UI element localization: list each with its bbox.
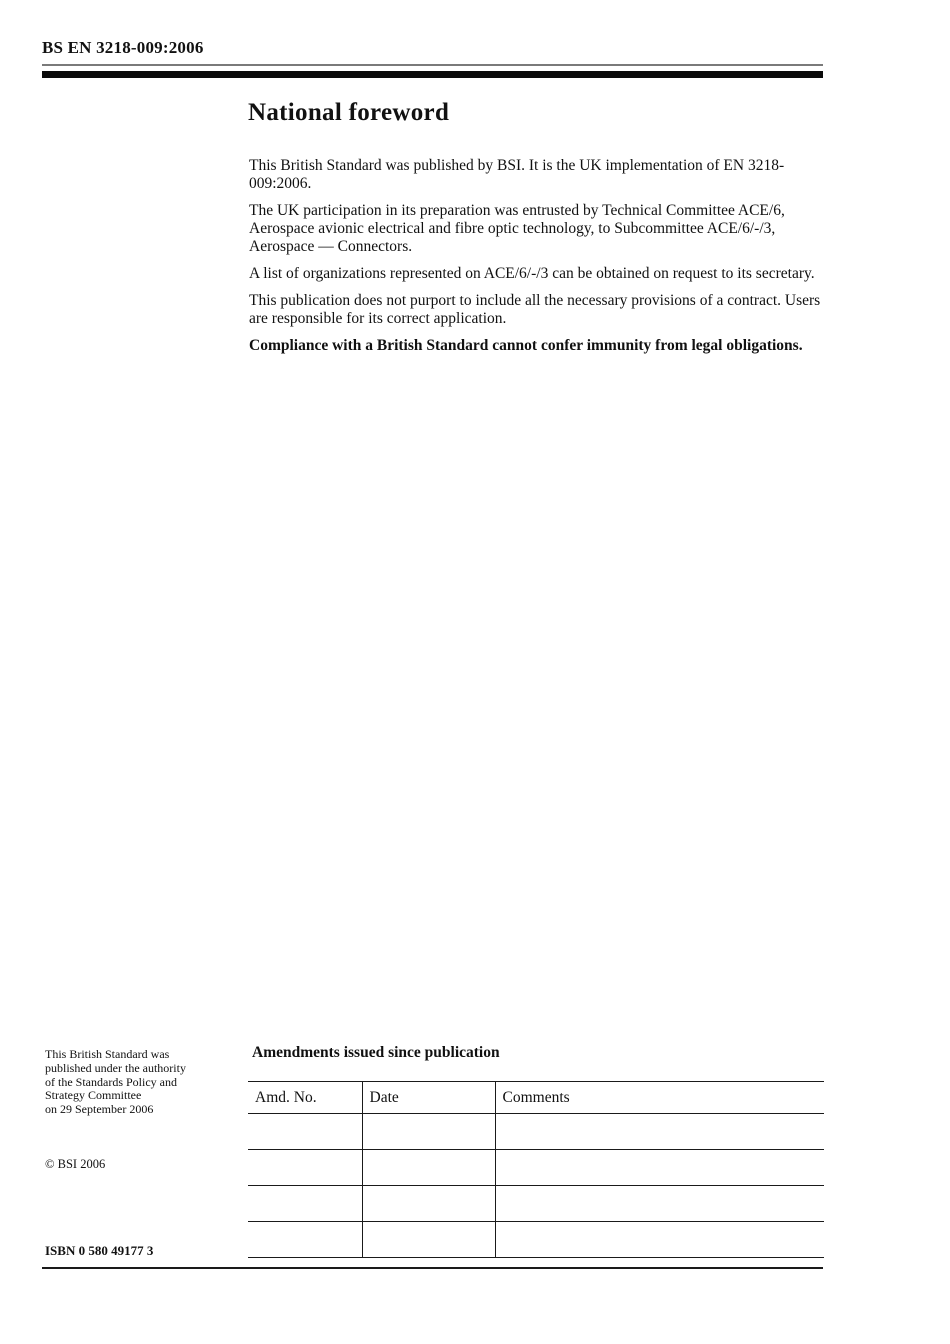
amendments-cell <box>495 1150 824 1186</box>
amendments-cell <box>362 1186 495 1222</box>
authority-note-line: of the Standards Policy and <box>45 1074 177 1089</box>
foreword-paragraph: The UK participation in its preparation was entrusted by Technical Committee ACE/6, Aerospace avionic electrical and fibre optic technology, to Subcommittee ACE/6/-/3, Aerospace — Connectors. <box>249 202 785 255</box>
amendments-empty-row <box>248 1222 824 1258</box>
authority-note-line: on 29 September 2006 <box>45 1102 154 1117</box>
footer-rule <box>42 1267 823 1269</box>
amendments-cell <box>362 1114 495 1150</box>
authority-note-line: published under the authority <box>45 1060 186 1075</box>
amendments-empty-row <box>248 1114 824 1150</box>
header-rule-thin <box>42 64 823 66</box>
amendments-cell <box>495 1114 824 1150</box>
amendments-table <box>248 1081 824 1258</box>
foreword-body <box>249 157 827 364</box>
amendments-cell <box>248 1150 362 1186</box>
amendments-cell <box>362 1150 495 1186</box>
isbn: ISBN 0 580 49177 3 <box>45 1243 154 1258</box>
amendments-cell <box>248 1186 362 1222</box>
page-title: National foreword <box>248 99 450 126</box>
amendments-heading: Amendments issued since publication <box>252 1044 500 1061</box>
amendments-empty-row <box>248 1186 824 1222</box>
amendments-cell <box>362 1222 495 1258</box>
amendments-col-header-comments: Comments <box>502 1088 570 1106</box>
foreword-paragraph: This British Standard was published by BSI. It is the UK implementation of EN 3218-009:2006. <box>249 157 785 192</box>
standard-code: BS EN 3218-009:2006 <box>42 38 204 57</box>
authority-note <box>45 1048 240 1117</box>
foreword-paragraph: A list of organizations represented on ACE/6/-/3 can be obtained on request to its secretary. <box>249 265 815 282</box>
amendments-empty-row <box>248 1150 824 1186</box>
foreword-paragraph-compliance: Compliance with a British Standard cannot confer immunity from legal obligations. <box>249 337 803 354</box>
authority-note-line: Strategy Committee <box>45 1088 142 1103</box>
amendments-cell <box>495 1222 824 1258</box>
amendments-col-header-amd-no: Amd. No. <box>248 1082 362 1114</box>
header-rule-thick <box>42 71 823 78</box>
copyright-notice: © BSI 2006 <box>45 1157 106 1171</box>
authority-note-line: This British Standard was <box>45 1047 170 1061</box>
amendments-col-header-date: Date <box>362 1082 495 1114</box>
amendments-cell <box>248 1222 362 1258</box>
amendments-cell <box>495 1186 824 1222</box>
amendments-cell <box>248 1114 362 1150</box>
amendments-header-row <box>248 1082 824 1114</box>
foreword-paragraph: This publication does not purport to include all the necessary provisions of a contract. Users are responsible for its correct application. <box>249 292 821 327</box>
